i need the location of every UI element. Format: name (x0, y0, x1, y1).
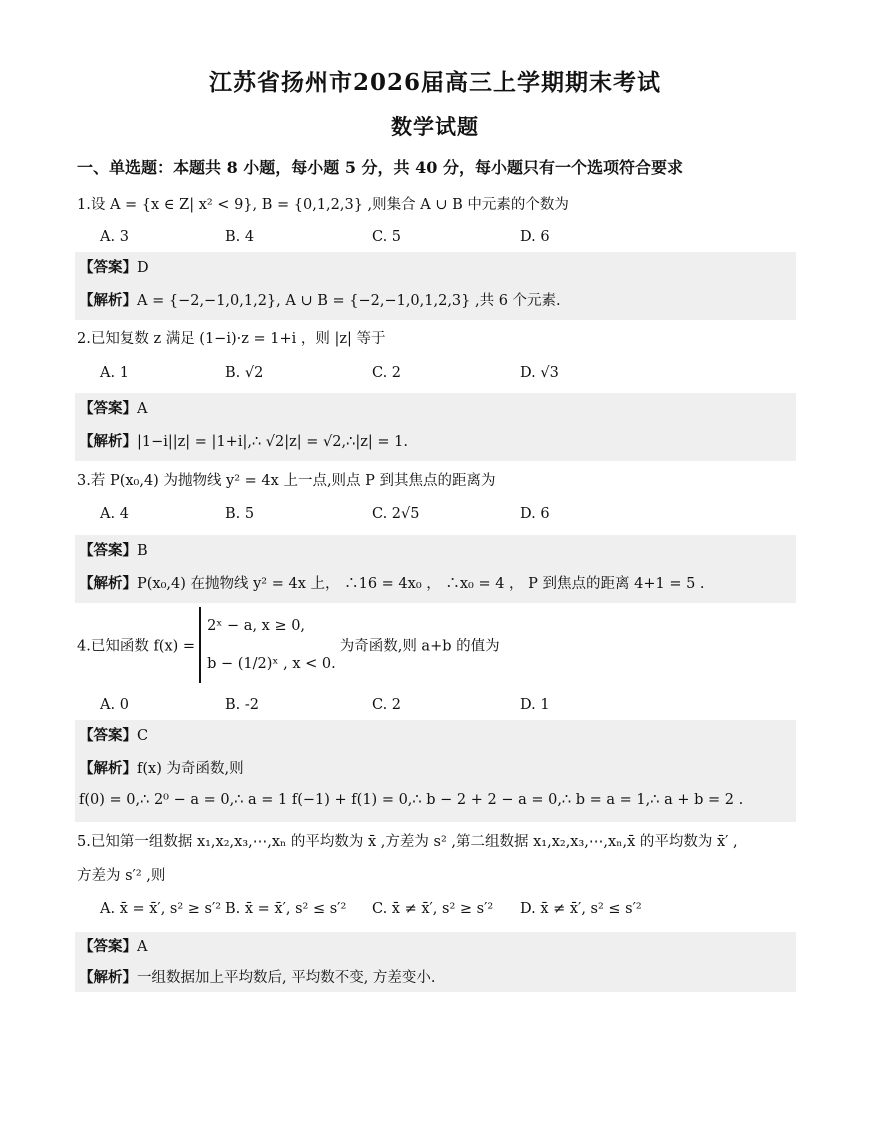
question-3-stem: 3.若 P(x₀,4) 为抛物线 y² = 4x 上一点,则点 P 到其焦点的距离为 (77, 473, 496, 489)
analysis-text: f(x) 为奇函数,则 (137, 761, 244, 777)
question-5-answer-box (75, 932, 796, 992)
option-a: A. x̄ = x̄′, s² ≥ s′² (100, 901, 222, 917)
option-c: C. 2√5 (372, 506, 420, 522)
answer-line (79, 724, 148, 745)
option-d: D. 6 (520, 506, 550, 522)
analysis-line (79, 289, 561, 310)
answer-tag: 【答案】 (79, 259, 137, 276)
option-a: A. 1 (100, 365, 129, 381)
answer-value: B (137, 543, 148, 559)
question-1-stem: 1.设 A = {x ∈ Z| x² < 9}, B = {0,1,2,3} ,则集合 A ∪ B 中元素的个数为 (77, 197, 569, 213)
analysis-line (79, 572, 705, 593)
option-d: D. x̄ ≠ x̄′, s² ≤ s′² (520, 901, 642, 917)
answer-value: C (137, 728, 149, 744)
option-b: B. -2 (225, 697, 259, 713)
option-a: A. 3 (100, 229, 129, 245)
analysis-text: |1−i||z| = |1+i|,∴ √2|z| = √2,∴|z| = 1. (137, 434, 408, 450)
question-5-stem: 5.已知第一组数据 x₁,x₂,x₃,⋯,xₙ 的平均数为 x̄ ,方差为 s² ,第二组数据 x₁,x₂,x₃,⋯,xₙ,x̄ 的平均数为 x̄′ , (77, 834, 738, 850)
option-d: D. 6 (520, 229, 550, 245)
analysis-tag: 【解析】 (79, 969, 137, 986)
stem-prefix: 4.已知函数 f(x) = (77, 638, 196, 655)
answer-line (79, 397, 147, 418)
answer-tag: 【答案】 (79, 400, 137, 417)
answer-value: A (137, 939, 148, 955)
option-b: B. x̄ = x̄′, s² ≤ s′² (225, 901, 347, 917)
option-b: B. √2 (225, 365, 264, 381)
analysis-line (79, 430, 408, 451)
stem-suffix: 为奇函数,则 a+b 的值为 (339, 638, 500, 655)
exam-subtitle: 数学试题 (391, 114, 479, 139)
answer-line (79, 256, 149, 277)
exam-title: 江苏省扬州市2026届高三上学期期末考试 (208, 69, 661, 96)
option-a: A. 4 (100, 506, 129, 522)
question-5-stem-line-2: 方差为 s′² ,则 (77, 868, 166, 884)
option-b: B. 5 (225, 506, 255, 522)
analysis-line (79, 966, 436, 987)
answer-value: A (137, 401, 148, 417)
section-heading: 一、单选题：本题共 8 小题，每小题 5 分，共 40 分，每小题只有一个选项符合要求 (77, 158, 683, 177)
case-1: 2ˣ − a, x ≥ 0, (207, 618, 306, 634)
analysis-tag: 【解析】 (79, 292, 137, 309)
question-2-stem: 2.已知复数 z 满足 (1−i)·z = 1+i ，则 |z| 等于 (77, 331, 386, 347)
answer-line (79, 935, 147, 956)
option-b: B. 4 (225, 229, 255, 245)
option-c: C. 2 (372, 365, 402, 381)
analysis-text: A = {−2,−1,0,1,2}, A ∪ B = {−2,−1,0,1,2,3} ,共 6 个元素. (137, 293, 561, 309)
question-4-stem (77, 607, 500, 687)
analysis-line (79, 757, 244, 778)
question-1-answer-box (75, 252, 796, 320)
answer-value: D (137, 260, 149, 276)
case-2: b − (1/2)ˣ , x < 0. (207, 656, 336, 672)
analysis-line-2: f(0) = 0,∴ 2⁰ − a = 0,∴ a = 1 f(−1) + f(1) = 0,∴ b − 2 + 2 − a = 0,∴ b = a = 1,∴ a + b = 2 . (79, 792, 744, 808)
question-3-answer-box (75, 535, 796, 603)
answer-tag: 【答案】 (79, 542, 137, 559)
question-4-answer-box (75, 720, 796, 822)
option-d: D. 1 (520, 697, 550, 713)
analysis-tag: 【解析】 (79, 575, 137, 592)
option-c: C. 2 (372, 697, 402, 713)
option-a: A. 0 (100, 697, 129, 713)
answer-tag: 【答案】 (79, 727, 137, 744)
piecewise-brace (199, 607, 336, 683)
option-c: C. 5 (372, 229, 402, 245)
analysis-text: 一组数据加上平均数后, 平均数不变, 方差变小. (137, 970, 436, 986)
analysis-text: P(x₀,4) 在抛物线 y² = 4x 上， ∴16 = 4x₀ ， ∴x₀ = 4 ， P 到焦点的距离 4+1 = 5 . (137, 576, 705, 592)
option-d: D. √3 (520, 365, 559, 381)
question-2-answer-box (75, 393, 796, 461)
answer-tag: 【答案】 (79, 938, 137, 955)
option-c: C. x̄ ≠ x̄′, s² ≥ s′² (372, 901, 494, 917)
answer-line (79, 539, 148, 560)
analysis-tag: 【解析】 (79, 760, 137, 777)
analysis-tag: 【解析】 (79, 433, 137, 450)
